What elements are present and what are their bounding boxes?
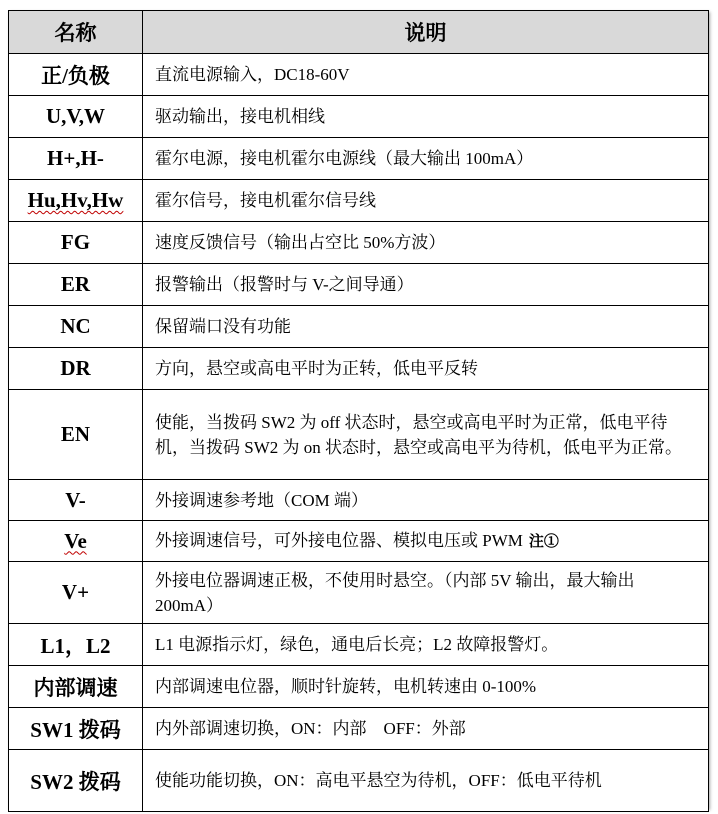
table-row: [9, 666, 709, 708]
table-row: [9, 306, 709, 348]
pin-description: 使能功能切换，ON：高电平悬空为待机，OFF：低电平待机: [143, 750, 709, 812]
pin-description: 霍尔电源，接电机霍尔电源线（最大输出 100mA）: [143, 138, 709, 180]
pin-name: [9, 180, 143, 222]
pin-description-table-frame: [8, 10, 708, 808]
pin-description-text: 外接调速信号，可外接电位器、模拟电压或 PWM: [155, 530, 523, 550]
pin-name-text: Hu,Hv,Hw: [27, 188, 124, 212]
footnote-marker: 注①: [528, 533, 559, 550]
pin-description: 保留端口没有功能: [143, 306, 709, 348]
pin-description: [143, 521, 709, 562]
table-header-row: [9, 11, 709, 54]
table-row: [9, 480, 709, 521]
pin-name: 正/负极: [9, 54, 143, 96]
pin-name: EN: [9, 390, 143, 480]
table-row: [9, 138, 709, 180]
pin-name: V+: [9, 562, 143, 624]
pin-description: 报警输出（报警时与 V-之间导通）: [143, 264, 709, 306]
table-row: [9, 222, 709, 264]
pin-name: L1，L2: [9, 624, 143, 666]
pin-name: SW2 拨码: [9, 750, 143, 812]
header-description: 说明: [143, 11, 709, 54]
pin-description: 霍尔信号，接电机霍尔信号线: [143, 180, 709, 222]
pin-name-text: Ve: [64, 528, 87, 553]
pin-description: L1 电源指示灯，绿色，通电后长亮；L2 故障报警灯。: [143, 624, 709, 666]
pin-description: 速度反馈信号（输出占空比 50%方波）: [143, 222, 709, 264]
pin-description: 使能，当拨码 SW2 为 off 状态时，悬空或高电平时为正常，低电平待机，当拨码 SW2 为 on 状态时，悬空或高电平为待机，低电平为正常。: [143, 390, 709, 480]
pin-name: 内部调速: [9, 666, 143, 708]
pin-description-table: [8, 10, 709, 812]
table-row: [9, 708, 709, 750]
table-row: [9, 562, 709, 624]
pin-description: 驱动输出，接电机相线: [143, 96, 709, 138]
pin-name: DR: [9, 348, 143, 390]
pin-name: [9, 521, 143, 562]
pin-description: 内外部调速切换，ON：内部 OFF：外部: [143, 708, 709, 750]
pin-description: 内部调速电位器，顺时针旋转，电机转速由 0-100%: [143, 666, 709, 708]
pin-name: NC: [9, 306, 143, 348]
table-row: [9, 390, 709, 480]
pin-name: H+,H-: [9, 138, 143, 180]
pin-name: U,V,W: [9, 96, 143, 138]
pin-description: 外接调速参考地（COM 端）: [143, 480, 709, 521]
pin-name: SW1 拨码: [9, 708, 143, 750]
pin-name: ER: [9, 264, 143, 306]
table-row: [9, 624, 709, 666]
pin-name: FG: [9, 222, 143, 264]
pin-description: 直流电源输入，DC18-60V: [143, 54, 709, 96]
table-row: [9, 264, 709, 306]
header-name: 名称: [9, 11, 143, 54]
pin-description: 外接电位器调速正极，不使用时悬空。（内部 5V 输出，最大输出 200mA）: [143, 562, 709, 624]
table-row: [9, 521, 709, 562]
table-row: [9, 348, 709, 390]
pin-name: V-: [9, 480, 143, 521]
table-row: [9, 96, 709, 138]
table-row: [9, 180, 709, 222]
table-row: [9, 750, 709, 812]
table-row: [9, 54, 709, 96]
pin-description: 方向，悬空或高电平时为正转，低电平反转: [143, 348, 709, 390]
